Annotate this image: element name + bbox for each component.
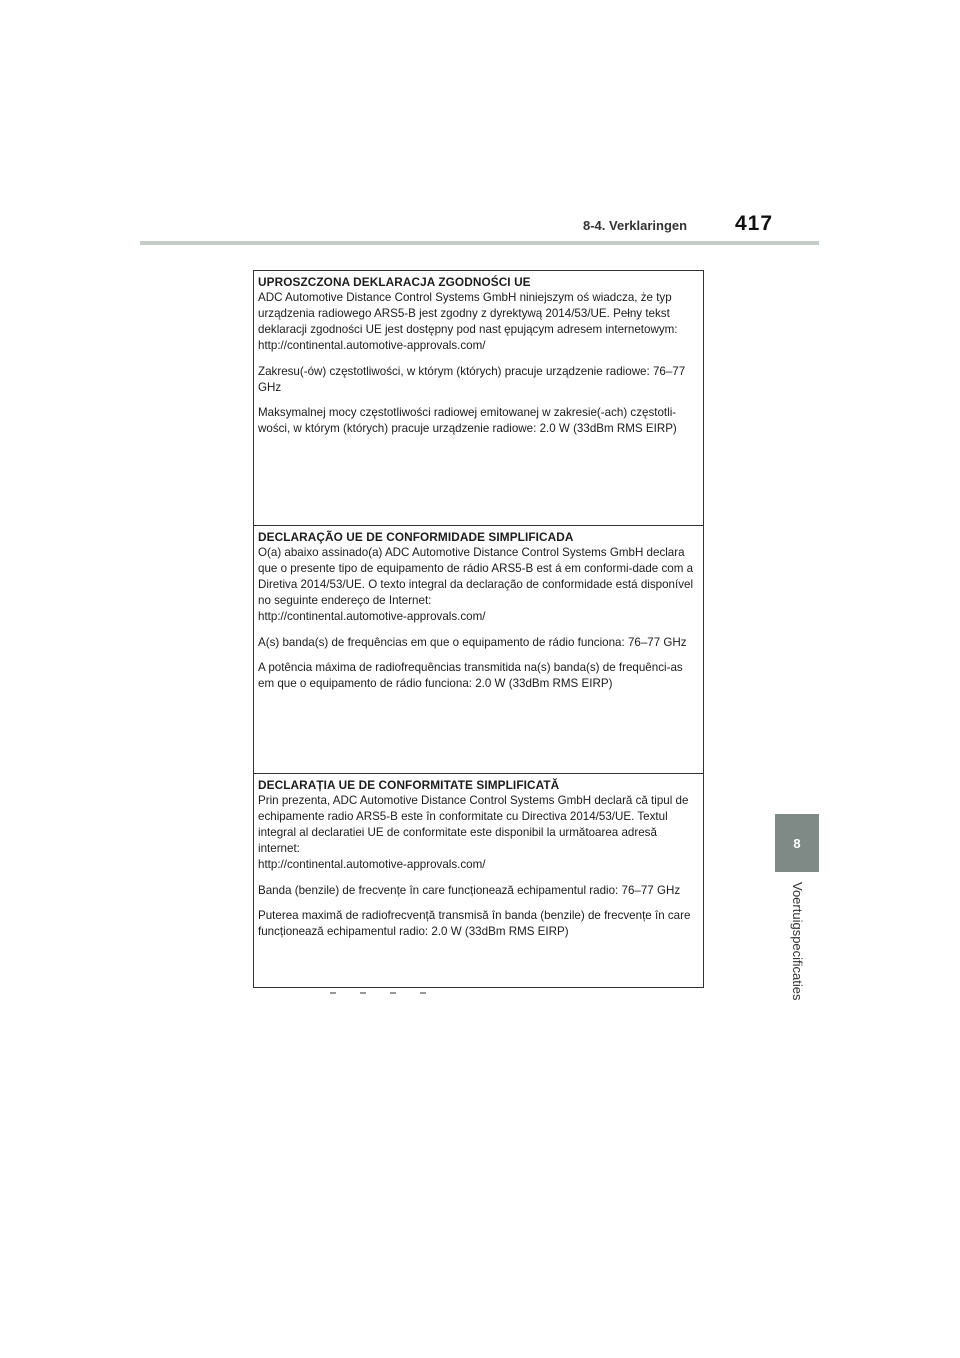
declaration-intro (258, 545, 699, 625)
declaration-box (253, 270, 704, 988)
declaration-intro (258, 290, 699, 354)
declaration-title: DECLARAȚIA UE DE CONFORMITATE SIMPLIFICATĂ (258, 778, 560, 792)
declaration-title: DECLARAÇÃO UE DE CONFORMIDADE SIMPLIFICADA (258, 530, 574, 544)
section-title: 8-4. Verklaringen (583, 218, 688, 233)
chapter-tab (775, 814, 819, 872)
declaration-intro-text: Prin prezenta, ADC Automotive Distance Control Systems GmbH declară că tipul de echipamente radio ARS5-B este în conformitate cu Directiva 2014/53/UE. Textul integral al declaratiei UE de conformitate este disponibil la următoarea adresă internet: (258, 794, 689, 855)
declaration-frequency: A(s) banda(s) de frequências em que o equipamento de rádio funciona: 76–77 GHz (258, 636, 687, 649)
chapter-title: Voertuigspecificaties (790, 882, 805, 1001)
declaration-polish (254, 271, 703, 525)
declaration-url: http://continental.automotive-approvals.com/ (258, 858, 486, 871)
scan-artifact-dashes (330, 992, 450, 994)
header-divider (140, 241, 819, 245)
chapter-number: 8 (793, 835, 801, 851)
declaration-frequency: Banda (benzile) de frecvențe în care funcționează echipamentul radio: 76–77 GHz (258, 884, 681, 897)
declaration-romanian (254, 773, 703, 987)
declaration-title: UPROSZCZONA DEKLARACJA ZGODNOŚCI UE (258, 275, 531, 289)
declaration-intro-text: O(a) abaixo assinado(a) ADC Automotive Distance Control Systems GmbH declara que o presente tipo de equipamento de rádio ARS5-B est á em conformi-dade com a Diretiva 2014/53/UE. O texto integral da declaração de conformidade está disponível no seguinte endereço de Internet: (258, 546, 694, 607)
declaration-intro-text: ADC Automotive Distance Control Systems GmbH niniejszym oś wiadcza, że typ urządzenia radiowego ARS5-B jest zgodny z dyrektywą 2014/53/UE. Pełny tekst deklaracji zgodności UE jest dostępny pod nast ępującym adresem internetowym: (258, 291, 678, 336)
page-number: 417 (735, 212, 774, 235)
declaration-url: http://continental.automotive-approvals.com/ (258, 610, 486, 623)
declaration-power: A potência máxima de radiofrequências transmitida na(s) banda(s) de frequênci-as em que o equipamento de rádio funciona: 2.0 W (33dBm RMS EIRP) (258, 661, 683, 690)
declaration-portuguese (254, 525, 703, 773)
declaration-url: http://continental.automotive-approvals.com/ (258, 339, 486, 352)
declaration-power: Puterea maximă de radiofrecvență transmisă în banda (benzile) de frecvențe în care funcționează echipamentul radio: 2.0 W (33dBm RMS EIRP) (258, 909, 691, 938)
declaration-frequency: Zakresu(-ów) częstotliwości, w którym (których) pracuje urządzenie radiowe: 76–77 GHz (258, 365, 686, 394)
declaration-power: Maksymalnej mocy częstotliwości radiowej emitowanej w zakresie(-ach) częstotli-wości, w którym (których) pracuje urządzenie radiowe: 2.0 W (33dBm RMS EIRP) (258, 406, 677, 435)
declaration-intro (258, 793, 699, 873)
